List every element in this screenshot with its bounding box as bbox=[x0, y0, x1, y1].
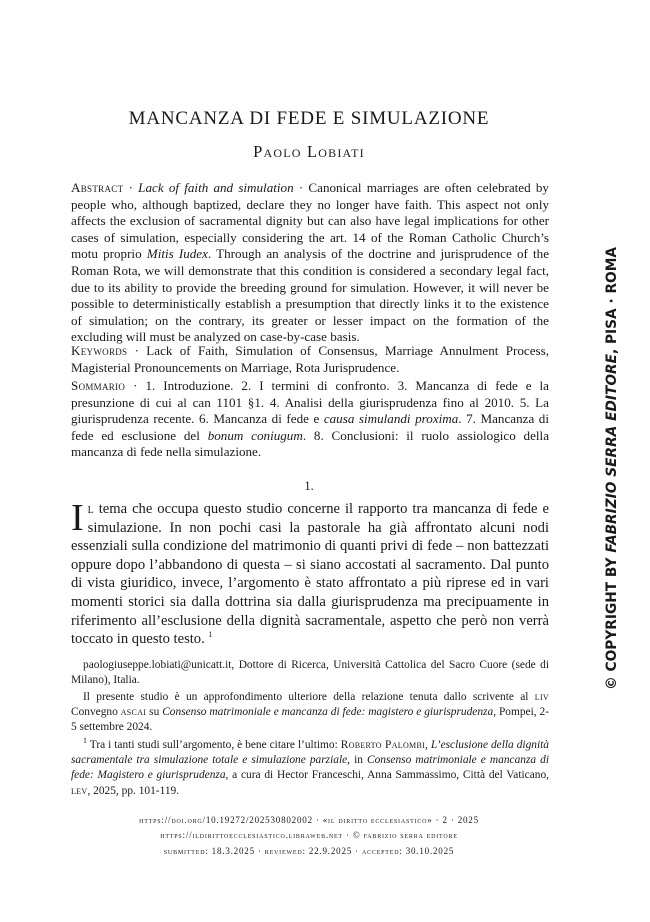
abstract-label: Abstract bbox=[71, 180, 124, 195]
drop-cap: I bbox=[71, 497, 84, 539]
abstract-text: Canonical marriages are often celebrated by people who, although baptized, declare they no longer have faith. This aspect not only affects the exclusion of sacramental dignity but can also have legal implications for other cases of simulation, especially considering the art. 14 of the Roman Catholic Church’s motu proprio bbox=[71, 180, 549, 262]
study-origin-note: Il presente studio è un approfondimento ulteriore della relazione tenuta dallo scrivente al liv Convegno ascai su Consenso matrimoniale e mancanza di fede: magistero e giurisprudenza, Pompei, 2-5 settembre 2024. bbox=[71, 691, 549, 734]
abstract-mitis-iudex: Mitis Iudex bbox=[146, 246, 208, 262]
footnote-1: $^1$ Tra i tanti studi sull’argomento, è bene citare l’ultimo: Roberto Palombi, L’esclusione della dignità sacramentale tra simulazione totale e simulazione parziale, in Consenso matrimoniale e mancanza di fede: Magistero e giurisprudenza, a cura di Hector Franceschi, Anna Sammassimo, Città del Vaticano, lev, 2025, pp. 101-119. bbox=[71, 736, 550, 797]
abstract-subtitle: Lack of faith and simulation bbox=[138, 180, 294, 195]
sommario-label: Sommario bbox=[71, 378, 126, 393]
footnote-marker: 1 bbox=[208, 630, 213, 640]
footer-website-line: https://ildirittoecclesiastico.libraweb.net · © fabrizio serra editore bbox=[160, 830, 458, 840]
body-paragraph: Il tema che occupa questo studio concerne il rapporto tra mancanza di fede e simulazione. In non pochi casi la pastorale ha già affrontato alcuni nodi essenziali sulla condizione del matrimonio di quanti privi di fede – non battezzati oppure dopo l’abbandono di questa – si siano accostati al sacramento. Dal punto di vista giuridico, invece, l’argomento è stato affrontato a più riprese ed in vari momenti storici sia dalla dottrina sia dalla giurisprudenza ma precipuamente in riferimento all’esclusione della dignità sacramentale, aspetto che però non verrà toccato in questo testo. $^1$ bbox=[71, 497, 549, 648]
keywords-text: Lack of Faith, Simulation of Consensus, Marriage Annulment Process, Magisterial Pronouncements on Marriage, Rota Jurisprudence. bbox=[71, 343, 549, 375]
body-text: tema che occupa questo studio concerne il rapporto tra mancanza di fede e simulazione. In non pochi casi la pastorale ha già affrontato alcuni nodi essenziali sulla condizione del matrimonio di quanti privi di fede – non battezzati oppure dopo l’abbandono di questa – si siano accostati al sacramento. Dal punto di vista giuridico, invece, l’argomento è stato affrontato a più riprese ed in vari momenti storici sia dalla dottrina sia dalla giurisprudenza ma precipuamente in riferimento all’esclusione della dignità sacramentale, aspetto che però non verrà toccato in questo testo. bbox=[71, 501, 549, 648]
section-number: 1. bbox=[304, 479, 314, 493]
author-affiliation-note: paologiuseppe.lobiati@unicatt.it, Dottore di Ricerca, Università Cattolica del Sacro Cuore (sede di Milano), Italia. bbox=[71, 659, 549, 687]
sommario-text: 1. Introduzione. 2. I termini di confronto. 3. Mancanza di fede e la presunzione di cui al can 1101 §1. 4. Analisi della giurisprudenza fino al 2010. 5. La giurisprudenza recente. 6. Mancanza di fede e bbox=[71, 378, 549, 427]
article-title: MANCANZA DI FEDE E SIMULAZIONE bbox=[128, 108, 490, 129]
svg-text:© COPYRIGHT BY FABRIZIO SERRA bbox=[604, 247, 620, 690]
article-author: Paolo Lobiati bbox=[253, 142, 365, 161]
copyright-vertical-text bbox=[603, 245, 621, 690]
copyright-text-prefix: © COPYRIGHT BY bbox=[604, 550, 620, 690]
keywords-paragraph: Keywords · Lack of Faith, Simulation of Consensus, Marriage Annulment Process, Magisterial Pronouncements on Marriage, Rota Jurisprudence. bbox=[71, 343, 549, 375]
footer-dates-line: submitted: 18.3.2025 · reviewed: 22.9.2025 · accepted: 30.10.2025 bbox=[163, 846, 455, 856]
copyright-sidebar bbox=[603, 245, 621, 690]
keywords-label: Keywords bbox=[71, 343, 128, 358]
sommario-paragraph: Sommario · 1. Introduzione. 2. I termini di confronto. 3. Mancanza di fede e la presunzione di cui al can 1101 §1. 4. Analisi della giurisprudenza fino al 2010. 5. La giurisprudenza recente. 6. Mancanza di fede e causa simulandi proxima. 7. Mancanza di fede ed esclusione del bonum coniugum. 8. Conclusioni: il ruolo assiologico della mancanza di fede nella simulazione. bbox=[71, 378, 550, 460]
footer-doi-line: https://doi.org/10.19272/202530802002 · «il diritto ecclesiastico» · 2 · 2025 bbox=[139, 815, 479, 825]
copyright-publisher: FABRIZIO SERRA EDITORE bbox=[604, 350, 620, 553]
footnote-number: 1 bbox=[83, 736, 87, 746]
abstract-paragraph: Abstract · Lack of faith and simulation · Canonical marriages are often celebrated by people who, although baptized, declare they no longer have faith. This aspect not only affects the exclusion of sacramental dignity but can also have legal implications for other cases of simulation, especially considering the art. 14 of the Roman Catholic Church’s motu proprio Mitis Iudex. Through an analysis of the doctrine and jurisprudence of the Roman Rota, we will demonstrate that this condition is considered a secondary legal fact, due to its ability to provide the breeding ground for simulation. However, it will never be possible to deterministically establish a presumption that directly links it to the existence of simulation; on the contrary, its greater or lesser impact on the formation of the excluding will must be analyzed on case-by-case basis. bbox=[71, 180, 550, 345]
copyright-text-suffix: , PISA · ROMA bbox=[604, 245, 620, 355]
